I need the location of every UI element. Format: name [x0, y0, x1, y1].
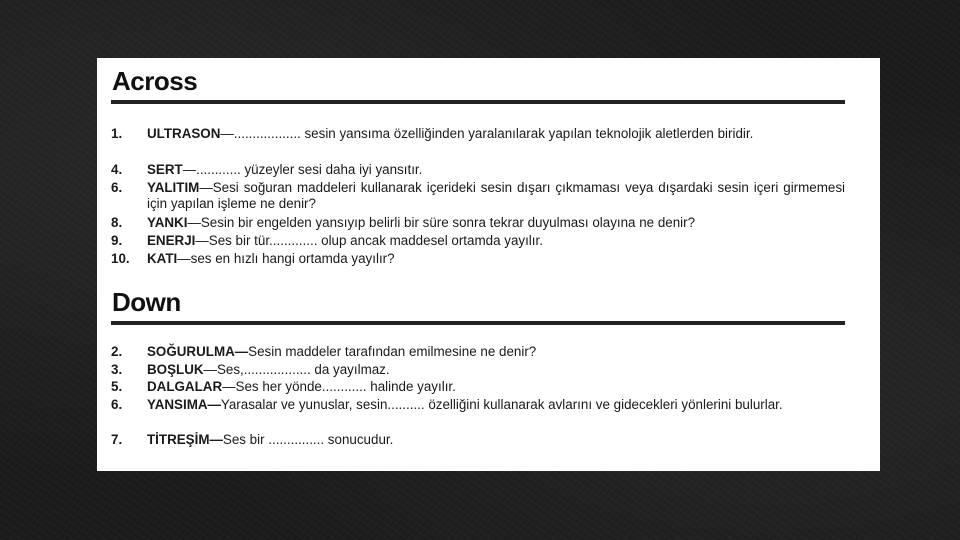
- down-clue-3: [111, 362, 845, 378]
- clue-text: Ses bir ............... sonucudur.: [222, 432, 394, 447]
- down-clue-2: [111, 344, 845, 360]
- across-clue-9: [111, 233, 845, 249]
- across-clue-10: [111, 251, 845, 267]
- clue-answer: DALGALAR: [147, 379, 223, 394]
- clue-number: 9.: [111, 233, 123, 248]
- down-clue-5: [111, 379, 845, 395]
- clue-answer: BOŞLUK: [147, 362, 204, 377]
- clue-answer: YANSIMA—: [147, 397, 221, 412]
- across-clue-4: [111, 162, 845, 178]
- down-clue-6: [111, 397, 845, 413]
- clue-text: Sesin maddeler tarafından emilmesine ne denir?: [248, 344, 537, 359]
- clue-answer: TİTREŞİM—: [147, 432, 223, 447]
- clue-answer: KATI: [147, 251, 178, 266]
- clue-text: —ses en hızlı hangi ortamda yayılır?: [177, 251, 395, 266]
- clue-text: —Sesin bir engelden yansıyıp belirli bir süre sonra tekrar duyulması olayına ne denir?: [187, 215, 696, 230]
- clue-number: 7.: [111, 432, 123, 447]
- down-clue-7: [111, 432, 845, 448]
- clue-number: 10.: [111, 251, 130, 266]
- clue-number: 6.: [111, 180, 123, 195]
- clue-number: 8.: [111, 215, 123, 230]
- clue-answer: SOĞURULMA—: [147, 344, 249, 359]
- clue-number: 6.: [111, 397, 123, 412]
- clue-number: 4.: [111, 162, 123, 177]
- across-clue-8: [111, 215, 845, 231]
- across-clue-1: [111, 126, 845, 142]
- clue-number: 2.: [111, 344, 123, 359]
- clue-text: —Ses her yönde............ halinde yayılır.: [222, 379, 456, 394]
- clue-answer: YANKI: [147, 215, 188, 230]
- clue-text: —Ses,.................. da yayılmaz.: [203, 362, 390, 377]
- clue-answer: ENERJI: [147, 233, 196, 248]
- clue-answer: YALITIM: [147, 180, 200, 195]
- clue-number: 5.: [111, 379, 123, 394]
- across-clue-6: [111, 180, 845, 212]
- clue-number: 1.: [111, 126, 123, 141]
- clue-answer: SERT: [147, 162, 183, 177]
- across-heading: Across: [112, 66, 198, 96]
- clue-text: Yarasalar ve yunuslar, sesin.......... özelliğini kullanarak avlarını ve gidecekleri yönlerini bulurlar.: [220, 397, 783, 412]
- clue-text: —.................. sesin yansıma özelliğinden yaralanılarak yapılan teknolojik aletlerden biridir.: [220, 126, 754, 141]
- clue-number: 3.: [111, 362, 123, 377]
- crossword-clue-sheet: [97, 58, 880, 471]
- down-heading: Down: [112, 287, 181, 317]
- clue-text: —Sesi soğuran maddeleri kullanarak içerideki sesin dışarı çıkmaması veya dışardaki sesin içeri girmemesi için yapılan işleme ne denir?: [147, 180, 845, 211]
- across-divider: [111, 100, 845, 104]
- clue-answer: ULTRASON: [147, 126, 221, 141]
- clue-text: —............ yüzeyler sesi daha iyi yansıtır.: [182, 162, 423, 177]
- down-divider: [111, 321, 845, 325]
- clue-text: —Ses bir tür............. olup ancak maddesel ortamda yayılır.: [195, 233, 543, 248]
